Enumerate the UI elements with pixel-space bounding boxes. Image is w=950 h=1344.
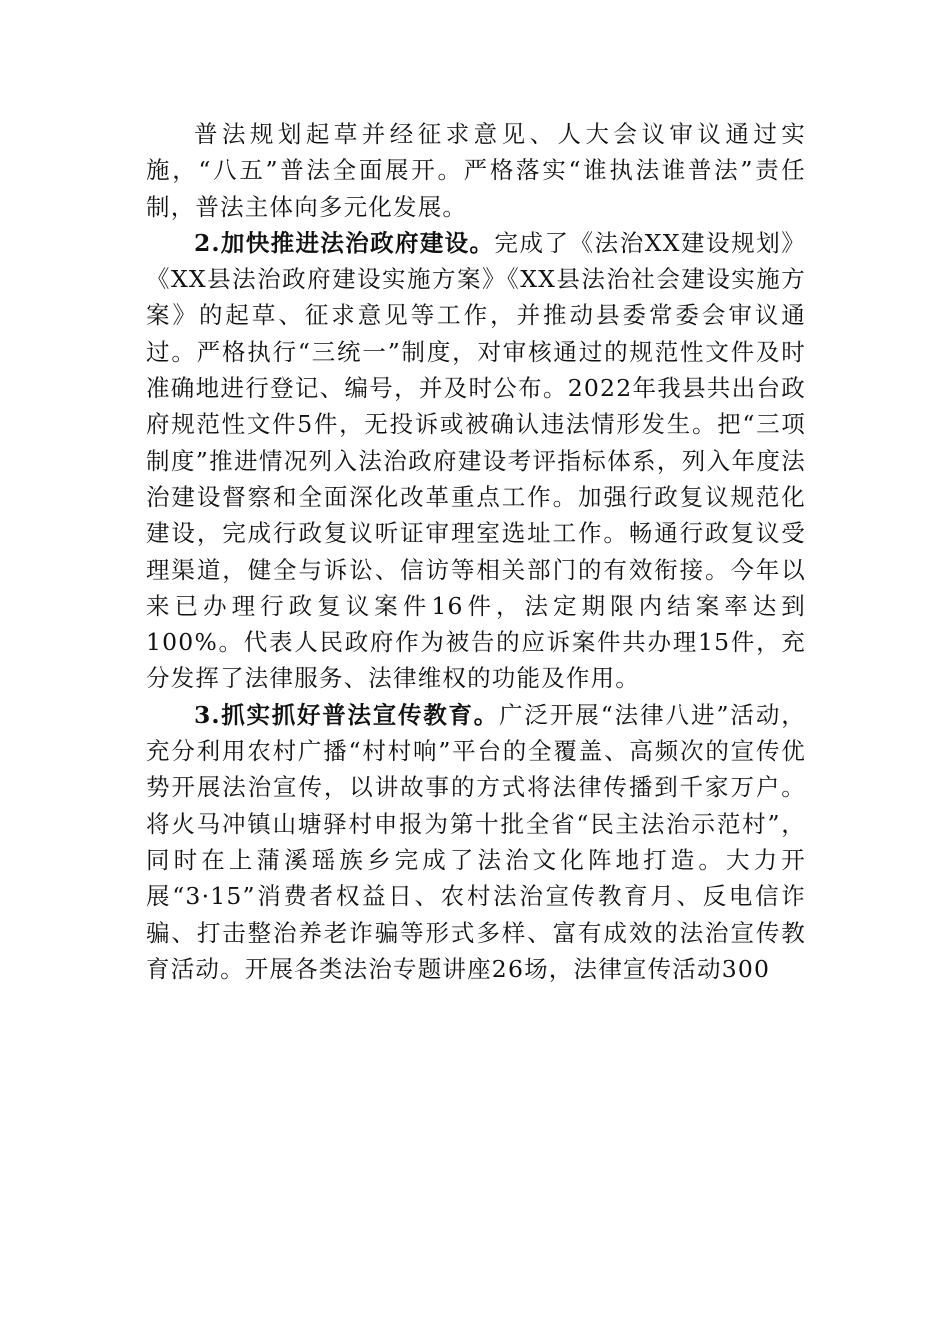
paragraph-1 bbox=[146, 116, 806, 225]
paragraph-2-text: 完成了《法治XX建设规划》《XX县法治政府建设实施方案》《XX县法治社会建设实施方案》的起草、征求意见等工作，并推动县委常委会审议通过。严格执行“三统一”制度，对审核通过的规范性文件及时准确地进行登记、编号，并及时公布。2022年我县共出台政府规范性文件5件，无投诉或被确认违法情形发生。把“三项制度”推进情况列入法治政府建设考评指标体系，列入年度法治建设督察和全面深化改革重点工作。加强行政复议规范化建设，完成行政复议听证审理室选址工作。畅通行政复议受理渠道，健全与诉讼、信访等相关部门的有效衔接。今年以来已办理行政复议案件16件，法定期限内结案率达到100%。代表人民政府作为被告的应诉案件共办理15件，充分发挥了法律服务、法律维权的功能及作用。 bbox=[146, 228, 806, 693]
document-body bbox=[146, 116, 806, 987]
paragraph-2 bbox=[146, 225, 806, 697]
paragraph-2-heading: 2.加快推进法治政府建设。 bbox=[194, 228, 495, 257]
paragraph-3-heading: 3.抓实抓好普法宣传教育。 bbox=[194, 700, 499, 729]
paragraph-3-text: 广泛开展“法律八进”活动，充分利用农村广播“村村响”平台的全覆盖、高频次的宣传优势开展法治宣传，以讲故事的方式将法律传播到千家万户。将火马冲镇山塘驿村申报为第十批全省“民主法治示范村”，同时在上蒲溪瑶族乡完成了法治文化阵地打造。大力开展“3·15”消费者权益日、农村法治宣传教育月、反电信诈骗、打击整治养老诈骗等形式多样、富有成效的法治宣传教育活动。开展各类法治专题讲座26场，法律宣传活动300 bbox=[146, 700, 806, 983]
paragraph-1-text: 普法规划起草并经征求意见、人大会议审议通过实施，“八五”普法全面展开。严格落实“谁执法谁普法”责任制，普法主体向多元化发展。 bbox=[146, 120, 806, 221]
paragraph-3 bbox=[146, 697, 806, 987]
